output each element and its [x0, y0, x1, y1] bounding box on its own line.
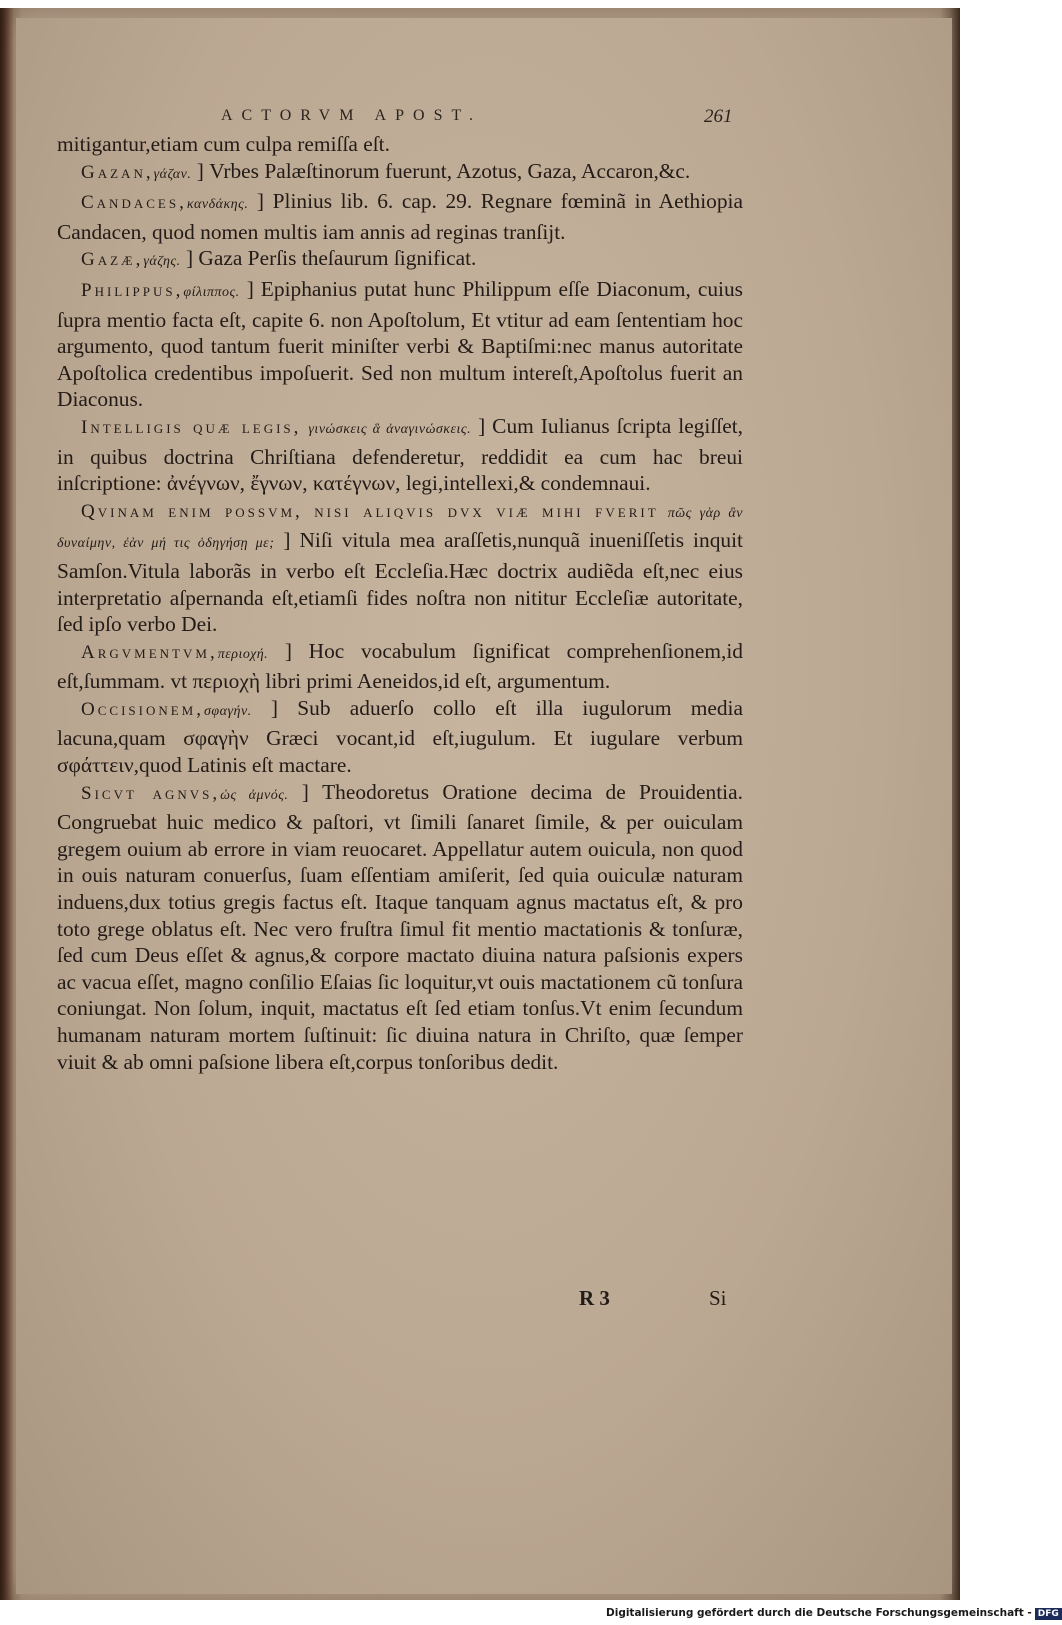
entry-greek: πῶς γὰρ ἂν δυναίμην, ἐὰν μή τις ὁδηγήσῃ με;: [57, 505, 743, 552]
entry-quinam: [57, 497, 743, 638]
running-head: ACTORVM APOST.: [221, 107, 483, 124]
catchword: Si: [709, 1286, 727, 1310]
entry-greek: φίλιππος.: [183, 284, 240, 300]
entry-lemma: Occisionem,: [81, 698, 204, 720]
book-page: [16, 18, 952, 1594]
entry-greek: κανδάκης.: [186, 197, 249, 213]
entry-text: ] Epiphanius putat hunc Philippum eſſe Diaconum, cuius ſupra mentio facta eſt, capite 6. non Apoſtolum, Et vtitur ad eam ſententiam hoc argumento, quod tantum fuerit miniſter verbi & Baptiſmi:nec manus autoritate Apoſtolica credentibus impoſuerit. Sed non multum intereſt,Apoſtolus fuerit an Diaconus.: [57, 276, 743, 412]
entry-lemma: Gazæ,: [81, 249, 144, 271]
entry-text: ] Niſi vitula mea araſſetis,nunquã inueniſſetis inquit Samſon.Vitula laborãs in verbo eſt Eccleſia.Hæc doctrix audiẽda eſt,nec eius interpretatio aſpernanda eſt,etiamſi fides noſtra non nititur Eccleſiæ autoritate, ſed ipſo verbo Dei.: [57, 528, 743, 637]
entry-argumentum: [57, 638, 743, 695]
entry-text: mitigantur,etiam cum culpa remiſſa eſt.: [57, 132, 390, 156]
signature-mark: R 3: [579, 1286, 610, 1310]
entry-greek: γινώσκεις ἃ ἀναγινώσκεις.: [308, 421, 472, 437]
entry-greek: γάζαν.: [153, 166, 192, 182]
entry-lemma: Gazan,: [81, 161, 154, 183]
dfg-logo: DFG: [1035, 1608, 1062, 1620]
entry-text: ] Vrbes Palæſtinorum fuerunt, Azotus, Gaza, Accaron,&c.: [196, 158, 691, 183]
entry-text: ] Sub aduerſo collo eſt illa iugulorum media lacuna,quam σφαγὴν Græci vocant,id eſt,iugulum. Et iugulare verbum σφάττειν,quod Latinis eſt mactare.: [57, 695, 743, 778]
entry-intelligis: [57, 413, 743, 497]
entry-text: ] Gaza Perſis theſaurum ſignificat.: [185, 246, 477, 271]
entry-text: ] Theodoretus Oratione decima de Prouidentia. Congruebat huic medico & paſtori, vt ſimili ſanaret ſimile, & per ouiculam gregem ouium ab errore in viam reuocaret. Appellatur autem ouicula, non quod in ouis naturam conuerſus, ſuam eſſentiam amiſerit, ſed quia ouiculæ naturam induens,dux totius gregis factus eſt. Itaque tanquam agnus mactatus eſt, & pro toto grege oblatus eſt. Nec vero fruſtra ſimul fit mentio mactationis & tonſuræ, ſed cum Deus eſſet & agnus,& corpore mactato diuina natura paſsionis expers ac vacua eſſet, magno conſilio Eſaias ſic loquitur,vt ouis mactationem cũ tonſura coniungat. Non ſolum, inquit, mactatus eſt ſed etiam tonſus.Vt enim ſecundum humanam naturam mortem ſuſtinuit: ſic diuina natura in Chriſto, quæ ſemper viuit & ab omni paſsione libera eſt,corpus tonſoribus dedit.: [57, 779, 743, 1074]
entry-text: ] Hoc vocabulum ſignificat comprehenſionem,id eſt,ſummam. vt περιοχὴ libri primi Aeneidos,id eſt, argumentum.: [57, 638, 743, 694]
entry-lemma: Argvmentvm,: [81, 641, 218, 663]
entry-gazae: [57, 245, 743, 276]
entry-candaces: [57, 188, 743, 245]
entry-lemma: Candaces,: [81, 192, 187, 214]
entry-gazan: [57, 158, 743, 189]
entry-lemma: Intelligis quæ legis,: [81, 416, 302, 438]
entry-lemma: Sicvt agnvs,: [81, 782, 221, 804]
entry-greek: περιοχή.: [217, 646, 269, 662]
entry-0: [57, 131, 743, 158]
entry-text: ] Cum Iulianus ſcripta legiſſet, in quibus doctrina Chriſtiana defenderetur, reddidit ea cum hac breui inſcriptione: ἀνέγνων, ἔγνων, κατέγνων, legi,intellexi,& condemnaui.: [57, 413, 743, 496]
digitization-credit: [606, 1607, 1062, 1620]
entry-occisionem: [57, 695, 743, 779]
page-number: 261: [704, 106, 733, 127]
entry-greek: σφαγήν.: [203, 703, 252, 719]
entry-lemma: Philippus,: [81, 279, 184, 301]
entry-greek: ὡς ἀμνός.: [220, 787, 289, 803]
book-scan: [0, 8, 960, 1600]
credit-text: Digitalisierung gefördert durch die Deutsche Forschungsgemeinschaft -: [606, 1607, 1032, 1619]
entry-lemma: Qvinam enim possvm, nisi aliqvis dvx viæ mihi fverit: [81, 500, 659, 522]
page-text: [57, 131, 743, 1075]
entry-greek: γάζης.: [143, 254, 181, 270]
entry-philippus: [57, 276, 743, 413]
entry-text: ] Plinius lib. 6. cap. 29. Regnare fœminã in Aethiopia Candacen, quod nomen multis iam annis ad reginas tranſijt.: [57, 189, 743, 244]
entry-sicut-agnus: [57, 779, 743, 1076]
